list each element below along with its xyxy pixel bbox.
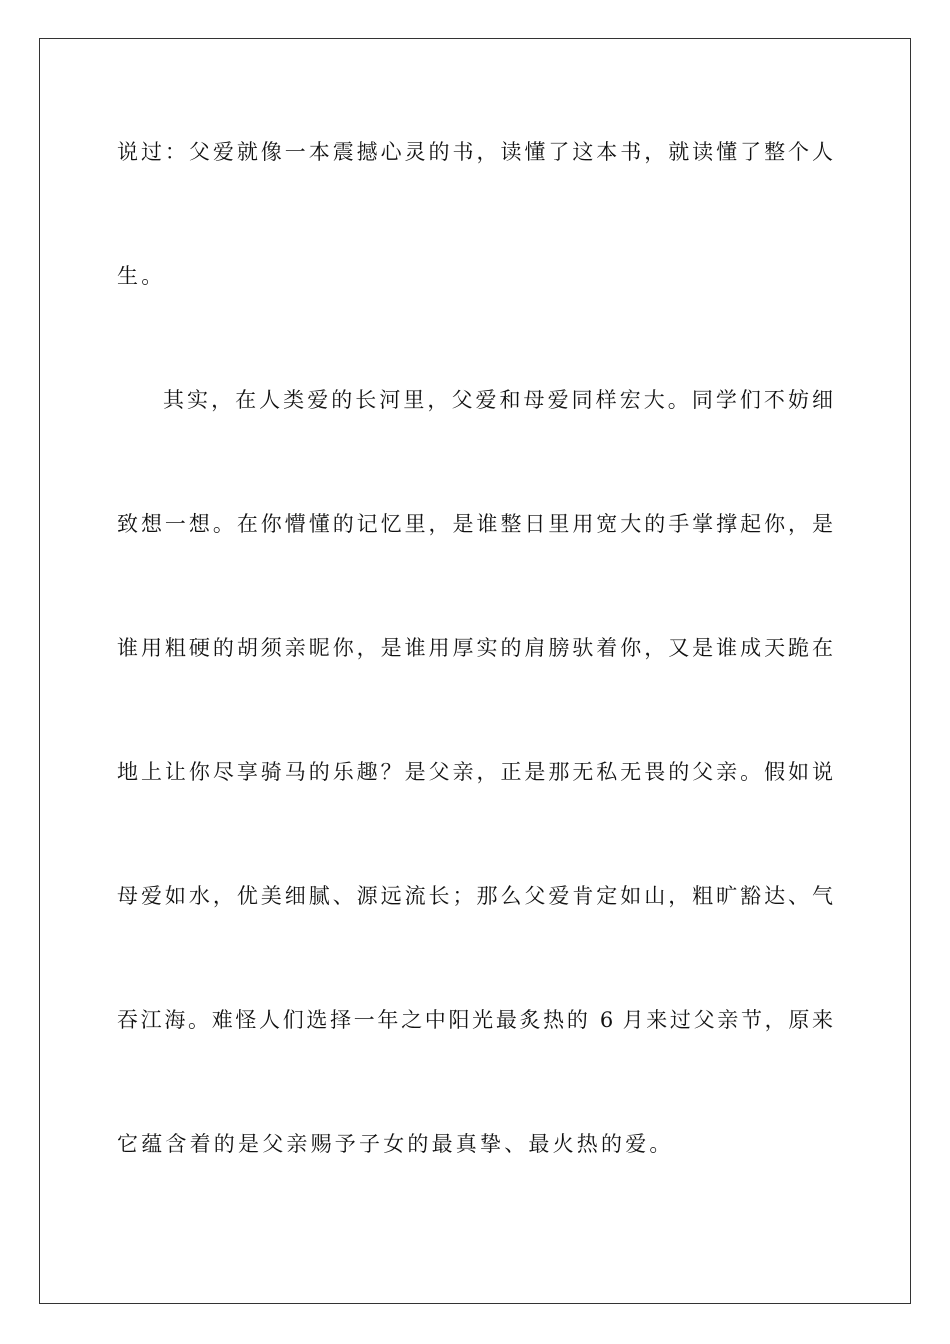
paragraph-2-line-7: 它蕴含着的是父亲赐予子女的最真挚、最火热的爱。 [117, 1132, 674, 1156]
text-line-2: 生。 [117, 264, 166, 288]
paragraph-2-line-6: 吞江海。难怪人们选择一年之中阳光最炙热的 6 月来过父亲节，原来 [117, 1008, 833, 1032]
paragraph-2-line-3: 谁用粗硬的胡须亲昵你，是谁用厚实的肩膀驮着你，又是谁成天跪在 [117, 636, 833, 660]
paragraph-2-line-4: 地上让你尽享骑马的乐趣？是父亲，正是那无私无畏的父亲。假如说 [117, 760, 833, 784]
text-line-1: 说过：父爱就像一本震撼心灵的书，读懂了这本书，就读懂了整个人 [117, 140, 833, 164]
paragraph-2-line-1: 其实，在人类爱的长河里，父爱和母爱同样宏大。同学们不妨细 [163, 388, 833, 412]
paragraph-2-line-5: 母爱如水，优美细腻、源远流长；那么父爱肯定如山，粗旷豁达、气 [117, 884, 833, 908]
page-border [39, 38, 911, 1304]
paragraph-2-line-2: 致想一想。在你懵懂的记忆里，是谁整日里用宽大的手掌撑起你，是 [117, 512, 833, 536]
